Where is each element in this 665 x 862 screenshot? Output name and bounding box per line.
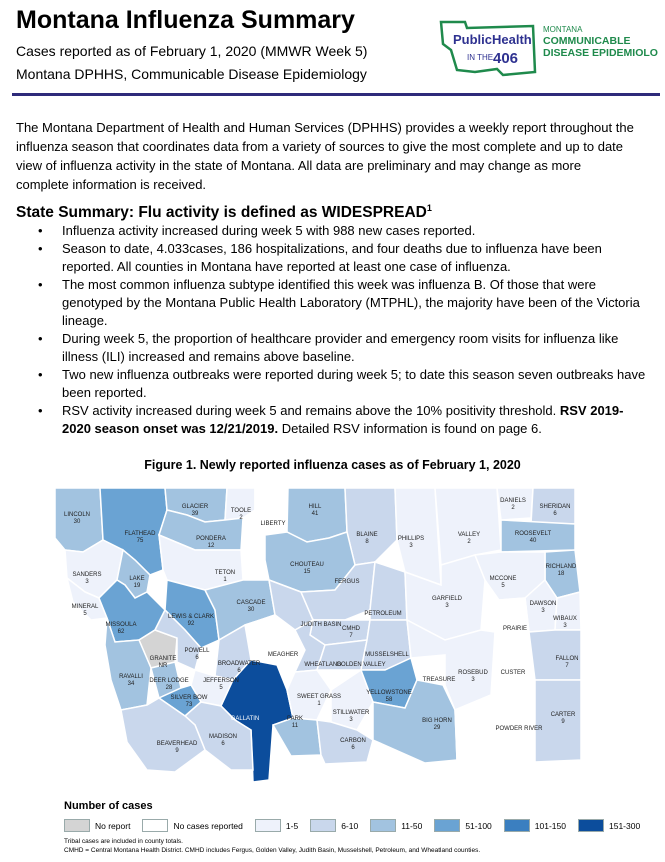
county-case-count: 6	[221, 741, 225, 747]
county-label: SILVER BOW	[170, 695, 208, 701]
county-label: GALLATIN	[230, 716, 260, 722]
county-label: ROOSEVELT	[514, 531, 552, 537]
county-label: RAVALLI	[119, 674, 143, 680]
county-daniels	[497, 488, 533, 520]
county-label: GRANITE	[149, 656, 177, 662]
county-label: BROADWATER	[217, 661, 261, 667]
county-case-count: 58	[385, 697, 393, 703]
legend-title: Number of cases	[64, 800, 153, 812]
report-date: Cases reported as of February 1, 2020 (MMWR Week 5)	[16, 43, 368, 59]
county-label: TREASURE	[422, 677, 456, 683]
legend-label: 101-150	[534, 820, 566, 831]
montana-outline-icon	[441, 22, 535, 75]
footnote-tribal: Tribal cases are included in county totals.	[64, 838, 183, 845]
county-case-count: 1	[223, 577, 227, 583]
legend-label: 1-5	[285, 820, 299, 831]
county-case-count: 7	[565, 663, 569, 669]
county-label: FLATHEAD	[124, 531, 156, 537]
county-case-count: 3	[541, 608, 545, 614]
county-case-count: 6	[237, 668, 241, 674]
county-label: VALLEY	[457, 532, 481, 538]
legend-swatch	[434, 819, 460, 832]
county-case-count: 5	[219, 685, 223, 691]
legend-swatch	[255, 819, 281, 832]
svg-text:406: 406	[493, 50, 519, 67]
county-label: PRAIRIE	[502, 626, 528, 632]
figure-caption: Figure 1. Newly reported influenza cases as of February 1, 2020	[144, 458, 521, 472]
county-label: POWELL	[184, 648, 210, 654]
county-label: CUSTER	[500, 670, 526, 676]
legend-label: 6-10	[341, 820, 359, 831]
county-label: MCCONE	[489, 576, 517, 582]
county-label: STILLWATER	[332, 710, 370, 716]
county-case-count: 29	[433, 725, 441, 731]
county-case-count: 6	[553, 511, 557, 517]
legend-swatch	[370, 819, 396, 832]
legend-swatch	[142, 819, 168, 832]
county-case-count: 41	[311, 511, 319, 517]
svg-text:IN THE: IN THE	[467, 53, 494, 62]
county-carter	[535, 680, 581, 762]
county-label: GARFIELD	[431, 596, 463, 602]
county-label: GLACIER	[181, 504, 209, 510]
map-legend	[64, 819, 652, 832]
footnote-cmhd: CMHD = Central Montana Health District. CMHD includes Fergus, Golden Valley, Judith Basin, Musselshell, Petroleum, and Wheatland counties.	[64, 847, 481, 854]
county-label: BIG HORN	[422, 718, 452, 724]
county-case-count: 12	[207, 543, 215, 549]
county-label: FERGUS	[334, 579, 360, 585]
header-rule	[12, 93, 660, 96]
county-label: TOOLE	[230, 508, 252, 514]
county-label: SANDERS	[72, 572, 102, 578]
county-case-count: 1	[317, 701, 321, 707]
county-case-count: 5	[501, 583, 505, 589]
county-label: CASCADE	[236, 600, 266, 606]
county-case-count: 11	[291, 723, 299, 729]
county-case-count: 3	[563, 623, 567, 629]
county-label: MADISON	[208, 734, 238, 740]
county-case-count: 9	[175, 748, 179, 754]
legend-swatch	[578, 819, 604, 832]
county-case-count: 30	[247, 607, 255, 613]
county-case-count: 8	[365, 539, 369, 545]
county-case-count: 6	[351, 745, 355, 751]
county-case-count: 40	[529, 538, 537, 544]
county-case-count: 34	[127, 681, 135, 687]
svg-text:COMMUNICABLE: COMMUNICABLE	[543, 35, 631, 47]
intro-paragraph: The Montana Department of Health and Human Services (DPHHS) provides a weekly report throughout the influenza season that coordinates data from a variety of sources to give the most complete and up to date view of influenza activity in the state of Montana. All data are preliminary and may change as more complete information is received.	[16, 120, 634, 192]
county-label: PETROLEUM	[364, 611, 402, 617]
county-label: LEWIS & CLARK	[167, 614, 215, 620]
county-label: CHOUTEAU	[290, 562, 324, 568]
legend-label: 51-100	[465, 820, 492, 831]
county-case-count: 5	[83, 611, 87, 617]
county-label: POWDER RIVER	[495, 726, 543, 732]
county-case-count: 2	[511, 505, 515, 511]
county-case-count: 7	[349, 633, 353, 639]
county-label: RICHLAND	[545, 564, 577, 570]
county-case-count: 62	[117, 629, 125, 635]
county-label: MEAGHER	[267, 652, 299, 658]
legend-label: 151-300	[608, 820, 641, 831]
county-label: MINERAL	[71, 604, 99, 610]
county-label: JUDITH BASIN	[300, 622, 342, 628]
county-label: PHILLIPS	[397, 536, 425, 542]
county-label: FALLON	[555, 656, 579, 662]
county-liberty	[255, 488, 288, 535]
county-label: SHERIDAN	[539, 504, 571, 510]
county-label: LINCOLN	[63, 512, 91, 518]
county-label: BLAINE	[356, 532, 378, 538]
county-case-count: 39	[191, 511, 199, 517]
county-label: WHEATLAND	[304, 662, 342, 668]
montana-county-map	[55, 480, 585, 790]
county-label: LIBERTY	[260, 521, 286, 527]
county-label: CMHD	[342, 626, 360, 632]
county-label: BEAVERHEAD	[156, 741, 198, 747]
county-case-count: 19	[133, 583, 141, 589]
county-label: MISSOULA	[105, 622, 137, 628]
svg-text:MONTANA: MONTANA	[543, 25, 583, 34]
county-case-count: 28	[165, 685, 173, 691]
county-case-count: 2	[467, 539, 471, 545]
county-label: ROSEBUD	[458, 670, 488, 676]
summary-bullet: • During week 5, the proportion of healthcare provider and emergency room visits for influenza like illness (ILI) increased and remains above baseline.	[16, 330, 646, 366]
legend-swatch	[64, 819, 90, 832]
county-case-count: 3	[445, 603, 449, 609]
summary-bullet: • Two new influenza outbreaks were reported during week 5; to date this season seven outbreaks have been reported.	[16, 366, 646, 402]
county-label: HILL	[308, 504, 322, 510]
county-case-count: 75	[136, 538, 144, 544]
legend-swatch	[310, 819, 336, 832]
county-label: CARTER	[550, 712, 576, 718]
svg-text:DISEASE EPIDEMIOLO: DISEASE EPIDEMIOLO	[543, 47, 658, 59]
county-case-count: 30	[73, 519, 81, 525]
county-case-count: 3	[349, 717, 353, 723]
county-case-count: 3	[85, 579, 89, 585]
legend-label: 11-50	[401, 820, 423, 831]
summary-bullet: • The most common influenza subtype identified this week was influenza B. Of those that were genotyped by the Montana Public Health Laboratory (MTPHL), the majority have been of the Victoria lineage.	[16, 276, 646, 330]
county-case-count: 6	[195, 655, 199, 661]
county-case-count: 3	[471, 677, 475, 683]
county-label: MUSSELSHELL	[365, 652, 409, 658]
footnote-mark: 1	[426, 203, 432, 213]
county-case-count: NR	[158, 663, 168, 669]
county-fallon	[529, 630, 581, 680]
page-title: Montana Influenza Summary	[16, 6, 355, 34]
county-label: JEFFERSON	[203, 678, 239, 684]
county-case-count: 9	[561, 719, 565, 725]
county-case-count: 2	[239, 515, 243, 521]
county-custer	[493, 632, 535, 700]
county-label: WIBAUX	[553, 616, 577, 622]
county-case-count: 15	[303, 569, 311, 575]
county-case-count: 18	[557, 571, 565, 577]
public-health-406-logo	[437, 20, 662, 80]
summary-bullet: • Influenza activity increased during week 5 with 988 new cases reported.	[16, 222, 646, 240]
state-summary-heading: State Summary: Flu activity is defined as WIDESPREAD$^1$	[16, 203, 432, 222]
county-case-count: 3	[409, 543, 413, 549]
county-label: DEER LODGE	[149, 678, 189, 684]
svg-text:PublicHealth: PublicHealth	[453, 32, 532, 47]
county-label: LAKE	[129, 576, 145, 582]
summary-bullet: • Season to date, 4.033cases, 186 hospitalizations, and four deaths due to influenza have been reported. All counties in Montana have reported at least one case of influenza.	[16, 240, 646, 276]
report-source: Montana DPHHS, Communicable Disease Epidemiology	[16, 66, 367, 82]
county-case-count: 92	[187, 621, 195, 627]
county-label: PONDERA	[196, 536, 226, 542]
county-label: CARBON	[340, 738, 366, 744]
county-label: TETON	[214, 570, 236, 576]
summary-bullets	[16, 222, 646, 438]
legend-label: No cases reported	[173, 820, 243, 831]
county-label: GOLDEN VALLEY	[336, 662, 386, 668]
legend-label: No report	[95, 820, 131, 831]
county-wibaux	[555, 592, 581, 630]
county-label: DAWSON	[529, 601, 557, 607]
county-label: DANIELS	[500, 498, 526, 504]
county-case-count: 73	[185, 702, 193, 708]
county-label: SWEET GRASS	[297, 694, 341, 700]
county-label: YELLOWSTONE	[366, 690, 412, 696]
legend-swatch	[504, 819, 530, 832]
county-label: PARK	[287, 716, 303, 722]
summary-bullet: • RSV activity increased during week 5 and remains above the 10% positivity threshold. RSV 2019-2020 season onset was 12/21/2019. Detailed RSV information is found on page 6.	[16, 402, 646, 438]
